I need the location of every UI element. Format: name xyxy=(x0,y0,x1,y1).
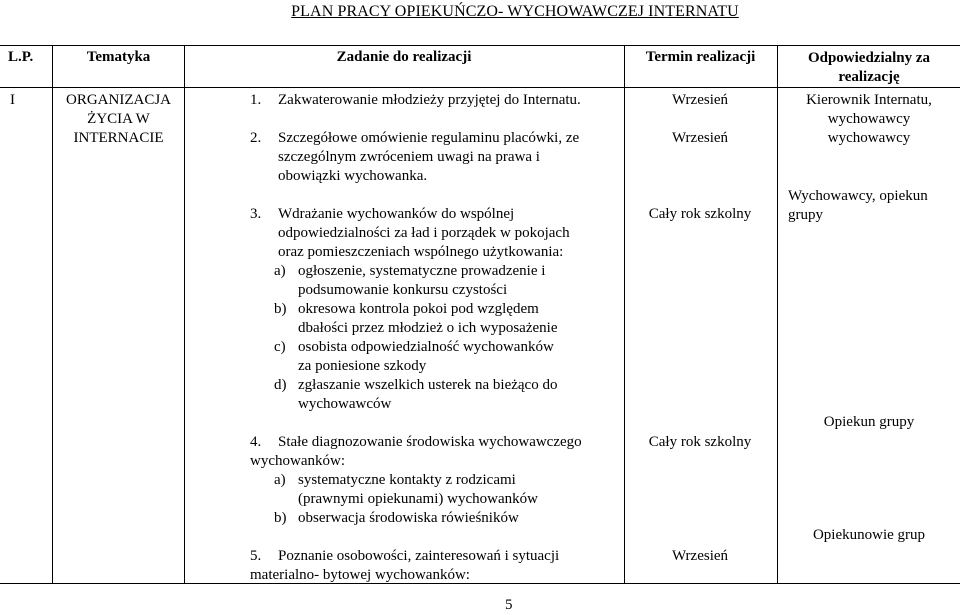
subtask-text: dbałości przez młodzież o ich wyposażenie xyxy=(298,320,558,336)
term-3: Cały rok szkolny xyxy=(648,206,752,222)
responsible-4 xyxy=(778,413,960,432)
subtask-text: systematyczne kontakty z rodzicami xyxy=(298,472,516,488)
subtask-3a xyxy=(250,262,625,300)
subtask-letter: b) xyxy=(274,510,287,526)
subtask-4b xyxy=(250,509,625,528)
subtask-text: podsumowanie konkursu czystości xyxy=(298,282,508,298)
header-tematyka: Tematyka xyxy=(86,49,151,65)
responsible-3 xyxy=(778,187,960,225)
responsible-1 xyxy=(778,91,960,129)
page-title: PLAN PRACY OPIEKUŃCZO- WYCHOWAWCZEJ INTERNATU xyxy=(291,3,739,20)
task-text: Szczegółowe omówienie regulaminu placówki, ze xyxy=(278,130,580,146)
subtask-letter: a) xyxy=(274,472,286,488)
task-number: 4. xyxy=(250,434,262,450)
subtask-letter: b) xyxy=(274,301,287,317)
responsible-5 xyxy=(778,526,960,545)
subtask-letter: d) xyxy=(274,377,287,393)
header-termin: Termin realizacji xyxy=(645,49,756,65)
task-4 xyxy=(250,433,625,452)
task-list xyxy=(250,91,625,585)
row-lp: I xyxy=(10,92,15,108)
task-text: Zakwaterowanie młodzieży przyjętej do Internatu. xyxy=(278,92,581,108)
header-lp: L.P. xyxy=(8,49,34,65)
subtask-text: wychowawców xyxy=(298,396,392,412)
subtask-text: osobista odpowiedzialność wychowanków xyxy=(298,339,554,355)
task-text: Wdrażanie wychowanków do wspólnej xyxy=(278,206,515,222)
task-2 xyxy=(250,129,625,186)
table-top-border xyxy=(0,45,960,46)
task-3 xyxy=(250,205,625,262)
subtask-3b xyxy=(250,300,625,338)
task-text: szczególnym zwróceniem uwagi na prawa i xyxy=(278,149,540,165)
responsible-text: Kierownik Internatu, xyxy=(806,92,932,108)
subtask-3c xyxy=(250,338,625,376)
task-number: 3. xyxy=(250,206,262,222)
subtask-letter: a) xyxy=(274,263,286,279)
responsible-text: Opiekunowie grup xyxy=(812,527,926,543)
subtask-text: okresowa kontrola pokoi pod względem xyxy=(298,301,539,317)
table-header-border xyxy=(0,87,960,88)
task-text: materialno- bytowej wychowanków: xyxy=(250,567,470,583)
task-1 xyxy=(250,91,625,110)
subtask-text: (prawnymi opiekunami) wychowanków xyxy=(298,491,538,507)
responsible-2 xyxy=(778,129,960,148)
subtask-text: zgłaszanie wszelkich usterek na bieżąco do xyxy=(298,377,558,393)
task-number: 1. xyxy=(250,92,262,108)
subtask-4a xyxy=(250,471,625,509)
task-number: 2. xyxy=(250,130,262,146)
responsible-text: Opiekun grupy xyxy=(823,414,915,430)
responsible-text: grupy xyxy=(788,207,823,223)
term-2: Wrzesień xyxy=(671,130,729,146)
term-1: Wrzesień xyxy=(671,92,729,108)
subtask-text: za poniesione szkody xyxy=(298,358,427,374)
task-text: obowiązki wychowanka. xyxy=(278,168,428,184)
row-tematyka: ORGANIZACJA ŻYCIA W INTERNACIE xyxy=(66,92,171,146)
task-5 xyxy=(250,547,625,566)
term-4: Cały rok szkolny xyxy=(648,434,752,450)
term-5: Wrzesień xyxy=(671,548,729,564)
subtask-letter: c) xyxy=(274,339,286,355)
responsible-text: wychowawcy xyxy=(827,130,911,146)
header-odpowiedzialny: Odpowiedzialny za realizację xyxy=(807,50,931,85)
subtask-text: ogłoszenie, systematyczne prowadzenie i xyxy=(298,263,546,279)
responsible-text: Wychowawcy, opiekun xyxy=(788,188,928,204)
subtask-3d xyxy=(250,376,625,414)
subtask-text: obserwacja środowiska rówieśników xyxy=(298,510,519,526)
task-text: odpowiedzialności za ład i porządek w pokojach xyxy=(278,225,570,241)
responsible-text: wychowawcy xyxy=(827,111,911,127)
task-text: wychowanków: xyxy=(250,453,345,469)
task-text: oraz pomieszczeniach wspólnego użytkowania: xyxy=(278,244,564,260)
page-number: 5 xyxy=(505,597,513,613)
task-text: Poznanie osobowości, zainteresowań i sytuacji xyxy=(278,548,560,564)
task-number: 5. xyxy=(250,548,262,564)
header-zadanie: Zadanie do realizacji xyxy=(336,49,472,65)
task-text: Stałe diagnozowanie środowiska wychowawczego xyxy=(278,434,582,450)
